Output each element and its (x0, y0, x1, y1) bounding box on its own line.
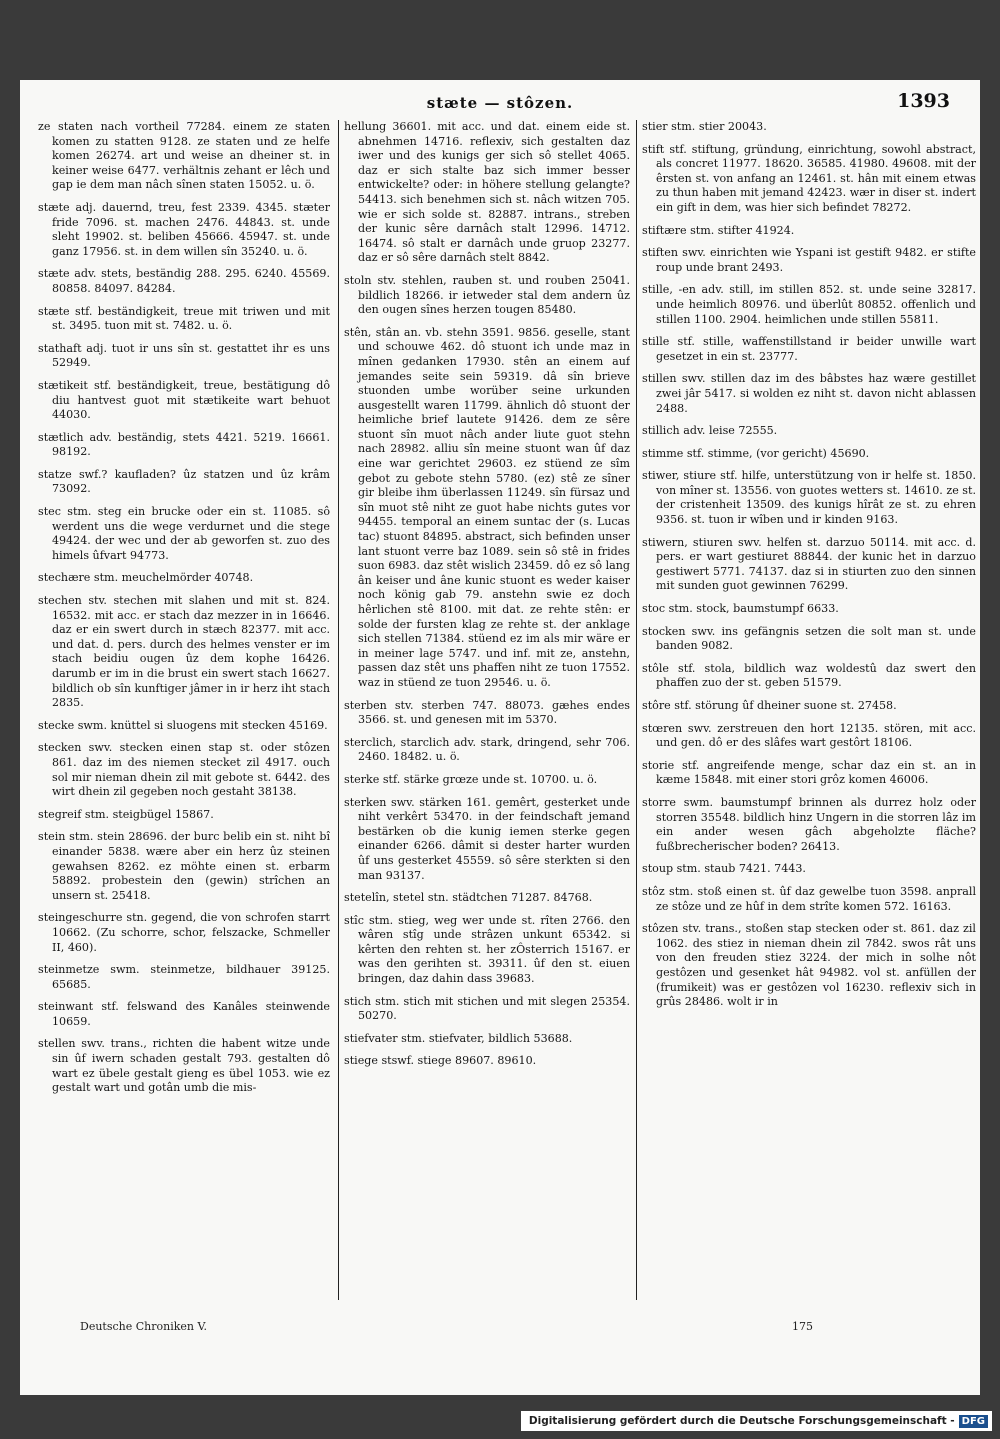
dictionary-entry: stechære stm. meuchelmörder 40748. (38, 571, 254, 585)
dictionary-entry: stegreif stm. steigbügel 15867. (38, 807, 214, 821)
footer-series-title: Deutsche Chroniken V. (80, 1320, 207, 1333)
dictionary-entry: statze swf.? kaufladen? ûz statzen und ûz krâm 73092. (38, 467, 330, 496)
dictionary-entry: stoln stv. stehlen, rauben st. und rouben 25041. bildlich 18266. ir ietweder stal dem andern ûz den ougen sînes herzen tougen 85480. (344, 273, 630, 317)
column-divider (338, 120, 339, 1300)
footer-signature: 175 (792, 1320, 813, 1333)
dictionary-entry: stocken swv. ins gefängnis setzen die solt man st. unde banden 9082. (642, 624, 976, 653)
dictionary-entry: stillich adv. leise 72555. (642, 424, 778, 438)
dictionary-entry: stîc stm. stieg, weg wer unde st. rîten 2766. den wâren stîg unde strâzen unkunt 65342. si kêrten den rehten st. her zÔsterrich 15167. er was den gerihten st. 39311. ûf den st. eiuen bringen, daz dahin dass 39683. (344, 913, 630, 986)
dictionary-entry: stillen swv. stillen daz im des bâbstes haz wære gestillet zwei jâr 5417. si wolden ez niht st. davon nicht ablassen 2488. (642, 372, 976, 415)
dictionary-entry: stimme stf. stimme, (vor gericht) 45690. (642, 446, 870, 460)
dictionary-entry: stôz stm. stoß einen st. ûf daz gewelbe tuon 3598. anprall ze stôze und ze hûf in dem strîte komen 572. 16163. (642, 884, 976, 913)
dictionary-entry: stæte adj. dauernd, treu, fest 2339. 4345. stæter fride 7096. st. machen 2476. 44843. st. unde sleht 19902. st. beliben 45666. 45947. st. unde ganz 17956. st. in dem willen sîn 35240. u. ö. (38, 200, 330, 258)
banner-text: Digitalisierung gefördert durch die Deutsche Forschungsgemeinschaft - (528, 1415, 955, 1427)
dictionary-entry: stætikeit stf. beständigkeit, treue, bestätigung dô diu hantvest guot mit stætikeite wart behuot 44030. (38, 378, 330, 422)
dfg-logo: DFG (959, 1415, 988, 1428)
dictionary-entry: stôre stf. störung ûf dheiner suone st. 27458. (642, 699, 897, 712)
dictionary-entry: stiftære stm. stifter 41924. (642, 223, 795, 237)
dictionary-entry: stille, -en adv. still, im stillen 852. st. unde seine 32817. unde heimlich 80976. und überlût 80852. offenlich und stillen 1100. 2904. heimlichen unde stillen 55811. (642, 283, 976, 326)
dictionary-entry: stôle stf. stola, bildlich waz woldestû daz swert den phaffen zuo der st. geben 51579. (642, 661, 976, 690)
dictionary-entry: stiften swv. einrichten wie Yspani ist gestift 9482. er stifte roup unde brant 2493. (642, 246, 976, 274)
scanned-page (20, 80, 980, 1395)
dictionary-entry: sterken swv. stärken 161. gemêrt, gesterket unde niht verkêrt 53470. in der feindschaft jemand bestärken ob die kunig iemen sterke gegen einander 6266. dâmit si dester harter wurden ûf uns gesterket 45559. sô sêre sterkten si den man 93137. (344, 795, 630, 882)
dictionary-entry: stœren swv. zerstreuen den hort 12135. stören, mit acc. und gen. dô er des slâfes wart gestôrt 18106. (642, 721, 976, 750)
column-1 (38, 120, 330, 1340)
dictionary-entry: stille stf. stille, waffenstillstand ir beider unwille wart gesetzet in ein st. 23777. (642, 335, 976, 363)
dictionary-entry: stellen swv. trans., richten die habent witze unde sin ûf iwern schaden gestalt 793. gestalten dô wart ez übele gestalt gieng es übel 1053. wie ez gestalt wart und gotân umb die mis- (38, 1037, 330, 1095)
column-3 (642, 120, 976, 1340)
dictionary-entry: stætlich adv. beständig, stets 4421. 5219. 16661. 98192. (38, 430, 330, 459)
dictionary-entry: stift stf. stiftung, gründung, einrichtung, sowohl abstract, als concret 11977. 18620. 36585. 41980. 49608. mit der êrsten st. von anfang an 12461. st. hân mit einem etwas zu thun haben mit jemand 42423. wær in diser st. indert ein gift in dem, was hier sich befindet 78272. (642, 142, 976, 214)
dictionary-entry: stecke swm. knüttel si sluogens mit stecken 45169. (38, 718, 328, 732)
page-number: 1393 (897, 90, 950, 112)
dictionary-entry: sterke stf. stärke grœze unde st. 10700. u. ö. (344, 772, 598, 786)
dictionary-entry: stathaft adj. tuot ir uns sîn st. gestattet ihr es uns 52949. (38, 341, 330, 370)
dictionary-entry: steinwant stf. felswand des Kanâles steinwende 10659. (38, 1000, 330, 1028)
page-header (20, 90, 980, 120)
dictionary-entry: stecken swv. stecken einen stap st. oder stôzen 861. daz im des niemen stecket zil 4917. ouch sol mir nieman dhein zil mit gebote st. 6442. des wirt dhein zil gegeben noch gestaht 38138. (38, 741, 330, 799)
dictionary-entry: stein stm. stein 28696. der burc belib ein st. niht bî einander 5838. wære aber ein herz ûz steinen gewahsen 8262. ez möhte einen st. erbarm 58892. probestein den (gewin) strîchen an unsern st. 25418. (38, 830, 330, 902)
dictionary-entry: stetelîn, stetel stn. städtchen 71287. 84768. (344, 891, 593, 905)
dictionary-entry: sterben stv. sterben 747. 88073. gæhes endes 3566. st. und genesen mit im 5370. (344, 698, 630, 727)
dictionary-entry: hellung 36601. mit acc. und dat. einem eide st. abnehmen 14716. reflexiv, sich gestalten daz iwer und des kunigs ger sich sô stellet 4065. daz er sich stalte baz sich immer besser entwickelte? oder: in höhere stellung gelangte? 54413. sich benehmen sich st. nâch witzen 705. wie er sich solde st. 82887. intrans., streben der kunic sêre darnâch stalt 12996. 14712. 16474. sô stalt er darnâch unde gruop 23277. daz er sô sêre darnâch stelt 8842. (344, 120, 630, 265)
dictionary-entry: ze staten nach vortheil 77284. einem ze staten komen zu statten 9128. ze staten und ze helfe komen 26274. art und weise an dheiner st. in keiner weise 6477. verhältnis zehant er lêch und gap ie dem man nâch sînen staten 15052. u. ö. (38, 120, 330, 192)
column-2 (344, 120, 630, 1340)
running-title: stæte — stôzen. (426, 94, 574, 112)
columns-area (38, 120, 976, 1340)
dictionary-entry: stiefvater stm. stiefvater, bildlich 53688. (344, 1031, 573, 1045)
dictionary-entry: stich stm. stich mit stichen und mit slegen 25354. 50270. (344, 994, 630, 1023)
column-divider (636, 120, 637, 1300)
dictionary-entry: storie stf. angreifende menge, schar daz ein st. an in kæme 15848. mit einer stori grôz komen 46006. (642, 758, 976, 787)
dictionary-entry: stæte stf. beständigkeit, treue mit triwen und mit st. 3495. tuon mit st. 7482. u. ö. (38, 304, 330, 333)
dictionary-entry: stoc stm. stock, baumstumpf 6633. (642, 602, 839, 616)
dictionary-entry: stæte adv. stets, beständig 288. 295. 6240. 45569. 80858. 84097. 84284. (38, 267, 330, 295)
dictionary-entry: stiwer, stiure stf. hilfe, unterstützung von ir helfe st. 1850. von mîner st. 13556. von guotes wetters st. 14610. ze st. der cristenheit 13509. des kunigs hîrât ze st. zu ehren 9356. st. tuon ir wîben und ir kinden 9163. (642, 469, 976, 527)
dictionary-entry: steinmetze swm. steinmetze, bildhauer 39125. 65685. (38, 963, 330, 991)
dictionary-entry: stiege stswf. stiege 89607. 89610. (344, 1054, 537, 1068)
dfg-banner (521, 1411, 992, 1431)
dictionary-entry: stoup stm. staub 7421. 7443. (642, 862, 806, 876)
dictionary-entry: stec stm. steg ein brucke oder ein st. 11085. sô werdent uns die wege verdurnet und die stege 49424. der wec und der ab geworfen st. zuo des himels ûfvart 94773. (38, 505, 330, 562)
dictionary-entry: stechen stv. stechen mit slahen und mit st. 824. 16532. mit acc. er stach daz mezzer in in 16646. daz er ein swert durch in stæch 82377. mit acc. und dat. d. pers. durch des helmes venster er im stach beidiu ougen ûz dem kophe 16426. darumb er im in die brust ein swert stach 16627. bildlich ob sîn kunftiger jâmer in ir herz iht stach 2835. (38, 594, 330, 710)
dictionary-entry: storre swm. baumstumpf brinnen als durrez holz oder storren 35548. bildlich hinz Ungern in die storren lâz im ein ander wesen gâch abgeholzte fläche? fußbrecherischer boden? 26413. (642, 795, 976, 853)
dictionary-entry: steingeschurre stn. gegend, die von schrofen starrt 10662. (Zu schorre, schor, felszacke, Schmeller II, 460). (38, 911, 330, 954)
dictionary-entry: stên, stân an. vb. stehn 3591. 9856. geselle, stant und schouwe 462. dô stuont ich unde maz in mînen gedanken 17930. stên an einem auf jemandes seite sein 59319. dâ sîn brieve stuonden umbe worüber seine urkunden ausgestellt waren 11799. ähnlich dô stuont der heimliche brief lautete 91426. dem ze sêre stuont sîn muot nâch ander liute guot stehn nach 28982. alliu sîn meine stuont wan ûf daz eine war gerichtet 29603. ez stüend ze sîm gebot zu gebote stehn 5780. (ez) stê ze sîner gir bleibe ihm überlassen 11249. sîn fürsaz und sîn muot stê niht ze guot habe nichts gutes vor 94455. temporal an einem suntac der (s. Lucas tac) stuont 84895. abstract, sich befinden unser lant stuont verre baz 1089. sein sô stê in frides suon 6983. daz stêt wislich 23459. dô ez sô lang ân keiser und âne kunic stuont es weder kaiser noch könig gab 79. anstehn swie ez doch hêrlichen stê 8100. mit dat. ze rehte stên: er solde der fursten klag ze rehte st. der anklage sich stellen 71384. stüend ez im als mir wäre er in meiner lage 5747. und inf. mit ze, anstehn, passen daz stêt uns phaffen niht ze tuon 17552. waz in stüend ze tuon 29546. u. ö. (344, 325, 630, 689)
dictionary-entry: stiwern, stiuren swv. helfen st. darzuo 50114. mit acc. d. pers. er wart gestiuret 88844. der kunic het in darzuo gestiwert 5771. 74137. daz si in stiurten zuo den sinnen mit sunden guot gewinnen 76299. (642, 535, 976, 593)
dictionary-entry: stôzen stv. trans., stoßen stap stecken oder st. 861. daz zil 1062. des stiez in nieman dhein zil 7842. swos rât uns von den freuden stiez 3224. der mich in solhe nôt gestôzen und gesenket hât 94982. vol st. anfüllen der (frumikeit) was er gestôzen vol 16230. reflexiv sich in grûs 28486. wolt ir in (642, 922, 976, 1009)
dictionary-entry: sterclich, starclich adv. stark, dringend, sehr 706. 2460. 18482. u. ö. (344, 735, 630, 764)
dictionary-entry: stier stm. stier 20043. (642, 120, 767, 133)
